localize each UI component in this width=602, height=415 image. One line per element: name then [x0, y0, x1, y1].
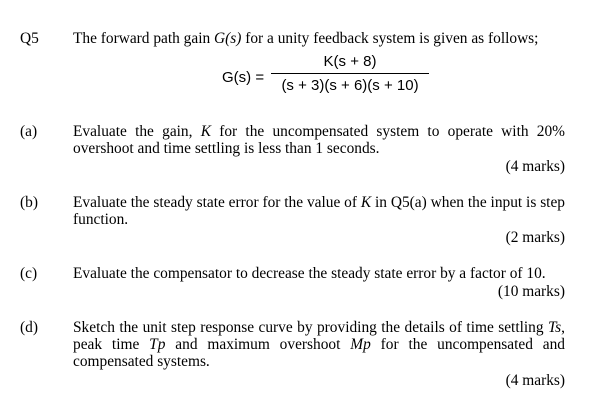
- intro-text-pre: The forward path gain: [73, 30, 215, 47]
- question-number: Q5: [20, 30, 39, 47]
- part-d-label: (d): [20, 319, 38, 336]
- equation-lhs: G(s) =: [222, 69, 265, 86]
- part-a-text: [73, 123, 565, 157]
- part-d-text-d: for the uncompensated and compensated systems.: [73, 336, 565, 370]
- equation-denominator: (s + 3)(s + 6)(s + 10): [281, 77, 419, 94]
- part-d-symbol-tp: Tp: [149, 336, 166, 353]
- part-d-text-a: Sketch the unit step response curve by providing the details of time settling: [73, 319, 548, 336]
- part-a-marks: (4 marks): [505, 158, 565, 175]
- part-d-text-c: and maximum overshoot: [165, 336, 351, 353]
- part-b-text-post: in Q5(a) when the input is step function.: [73, 194, 565, 228]
- part-d-text: [73, 319, 565, 370]
- part-d-symbol-mp: Mp: [350, 336, 371, 353]
- question-intro: [73, 30, 565, 47]
- part-c-marks: (10 marks): [497, 283, 565, 300]
- part-b-label: (b): [20, 194, 38, 211]
- part-d-text-b: , peak time: [73, 319, 565, 353]
- fraction-bar: [271, 73, 429, 74]
- part-a-text-pre: Evaluate the gain,: [73, 123, 201, 140]
- part-d-symbol-ts: Ts: [548, 319, 562, 336]
- intro-symbol-g: G(s): [214, 30, 242, 47]
- part-b-text: [73, 194, 565, 228]
- part-c-label: (c): [20, 265, 38, 282]
- part-a-label: (a): [20, 123, 38, 140]
- transfer-function-equation: [222, 52, 462, 108]
- part-b-symbol-k: K: [360, 194, 372, 211]
- part-d-marks: (4 marks): [505, 372, 565, 389]
- part-a-symbol-k: K: [200, 123, 211, 140]
- intro-text-post: for a unity feedback system is given as follows;: [241, 30, 539, 47]
- part-a-text-post: for the uncompensated system to operate with 20% overshoot and time settling is less than 1 seconds.: [73, 123, 565, 157]
- part-c-text: Evaluate the compensator to decrease the steady state error by a factor of 10.: [73, 265, 546, 282]
- equation-numerator: K(s + 8): [323, 53, 377, 70]
- equation-fraction: [271, 52, 429, 96]
- part-b-text-pre: Evaluate the steady state error for the value of: [73, 194, 361, 211]
- part-b-marks: (2 marks): [505, 229, 565, 246]
